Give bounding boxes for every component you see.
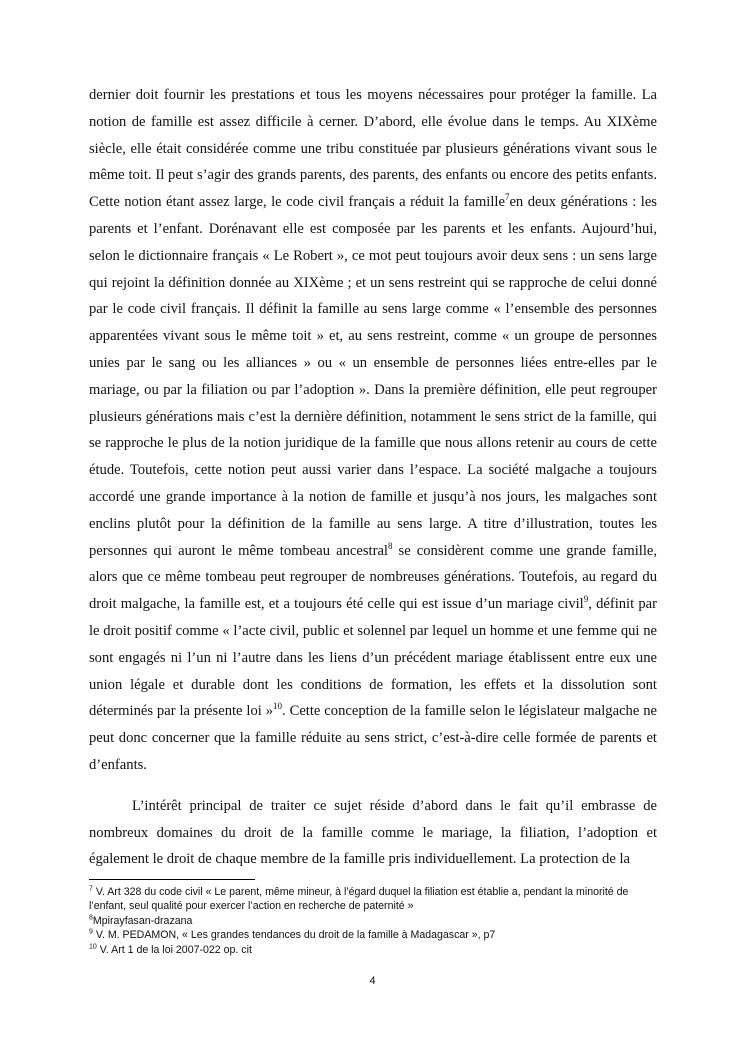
- footnote-separator: [89, 879, 255, 880]
- text-run: se considèrent comme une grande famille, alors que ce même tombeau peut regrouper de nombreuses générations. Toutefois, au regard du droit malgache, la famille est, et a toujours été celle qui est issue d’un mariage civil: [89, 542, 658, 613]
- footnote-7: [89, 885, 659, 914]
- text-run: . Cette conception de la famille selon le législateur malgache ne peut donc concerner que la famille réduite au sens strict, c’est-à-dire celle formée de parents et d’enfants.: [89, 703, 657, 773]
- text-run: , définit par le droit positif comme « l’acte civil, public et solennel par lequel un homme et une femme qui ne sont engagés ni l’un ni l’autre dans les liens d’un précédent mariage établissent entre eux une union légale et durable dont les conditions de formation, les effets et la dissolution sont déterminés par la présente loi »: [89, 596, 657, 720]
- footnote-number: 10: [89, 943, 97, 951]
- body-text: [89, 82, 657, 873]
- footnote-text: Mpirayfasan-drazana: [92, 914, 193, 927]
- footnotes: [89, 885, 659, 957]
- footnote-9: [89, 928, 659, 942]
- footnote-ref-8[interactable]: 8: [387, 540, 393, 551]
- footnote-8: [89, 914, 659, 928]
- page-number: 4: [369, 975, 376, 987]
- footnote-ref-9[interactable]: 9: [583, 594, 589, 605]
- footnote-number: 8: [89, 914, 93, 922]
- footnote-number: 9: [89, 928, 93, 936]
- footnote-text: V. M. PEDAMON, « Les grandes tendances du droit de la famille à Madagascar », p7: [92, 929, 496, 942]
- footnote-text: V. Art 328 du code civil « Le parent, même mineur, à l’égard duquel la filiation est établie a, pendant la minorité de l’enfant, seul qualité pour exercer l’action en recherche de paternité »: [89, 886, 629, 913]
- paragraph-2: L’intérêt principal de traiter ce sujet réside d’abord dans le fait qu’il embrasse de nombreux domaines du droit de la famille comme le mariage, la filiation, l’adoption et également le droit de chaque membre de la famille pris individuellement. La protection de la: [89, 797, 657, 868]
- footnote-ref-10[interactable]: 10: [273, 701, 283, 712]
- text-run: en deux générations : les parents et l’enfant. Dorénavant elle est composée par les parents et les enfants. Aujourd’hui, selon le dictionnaire français « Le Robert », ce mot peut toujours avoir deux sens : un sens large qui rejoint la définition donnée au XIXème ; et un sens restreint qui se rapproche de celui donné par le code civil français. Il définit la famille au sens large comme « l’ensemble des personnes apparentées vivant sous le même toit » et, au sens restreint, comme « un groupe de personnes unies par le sang ou les alliances » ou « un ensemble de personnes liées entre-elles par le mariage, ou par la filiation ou par l’adoption ». Dans la première définition, elle peut regrouper plusieurs générations mais c’est la dernière définition, notamment le sens strict de la famille, qui se rapproche le plus de la notion juridique de la famille que nous allons retenir au cours de cette étude. Toutefois, cette notion peut aussi varier dans l’espace. La société malgache a toujours accordé une grande importance à la notion de famille et jusqu’à nos jours, les malgaches sont enclins plutôt pour la définition de la famille au sens large. A titre d’illustration, toutes les personnes qui auront le même tombeau ancestral: [89, 194, 657, 559]
- text-run: dernier doit fournir les prestations et tous les moyens nécessaires pour protéger la famille. La notion de famille est assez difficile à cerner. D’abord, elle évolue dans le temps. Au XIXème siècle, elle était considérée comme une tribu constituée par plusieurs générations vivant sous le même toit. Il peut s’agir des grands parents, des parents, des enfants ou encore des petits enfants. Cette notion étant assez large, le code civil français a réduit la famille: [89, 87, 657, 211]
- paragraph-1: [89, 82, 657, 779]
- footnote-ref-7[interactable]: 7: [504, 192, 510, 203]
- footnote-text: V. Art 1 de la loi 2007-022 op. cit: [96, 943, 252, 956]
- footnote-number: 7: [89, 885, 93, 893]
- footnote-10: [89, 943, 659, 957]
